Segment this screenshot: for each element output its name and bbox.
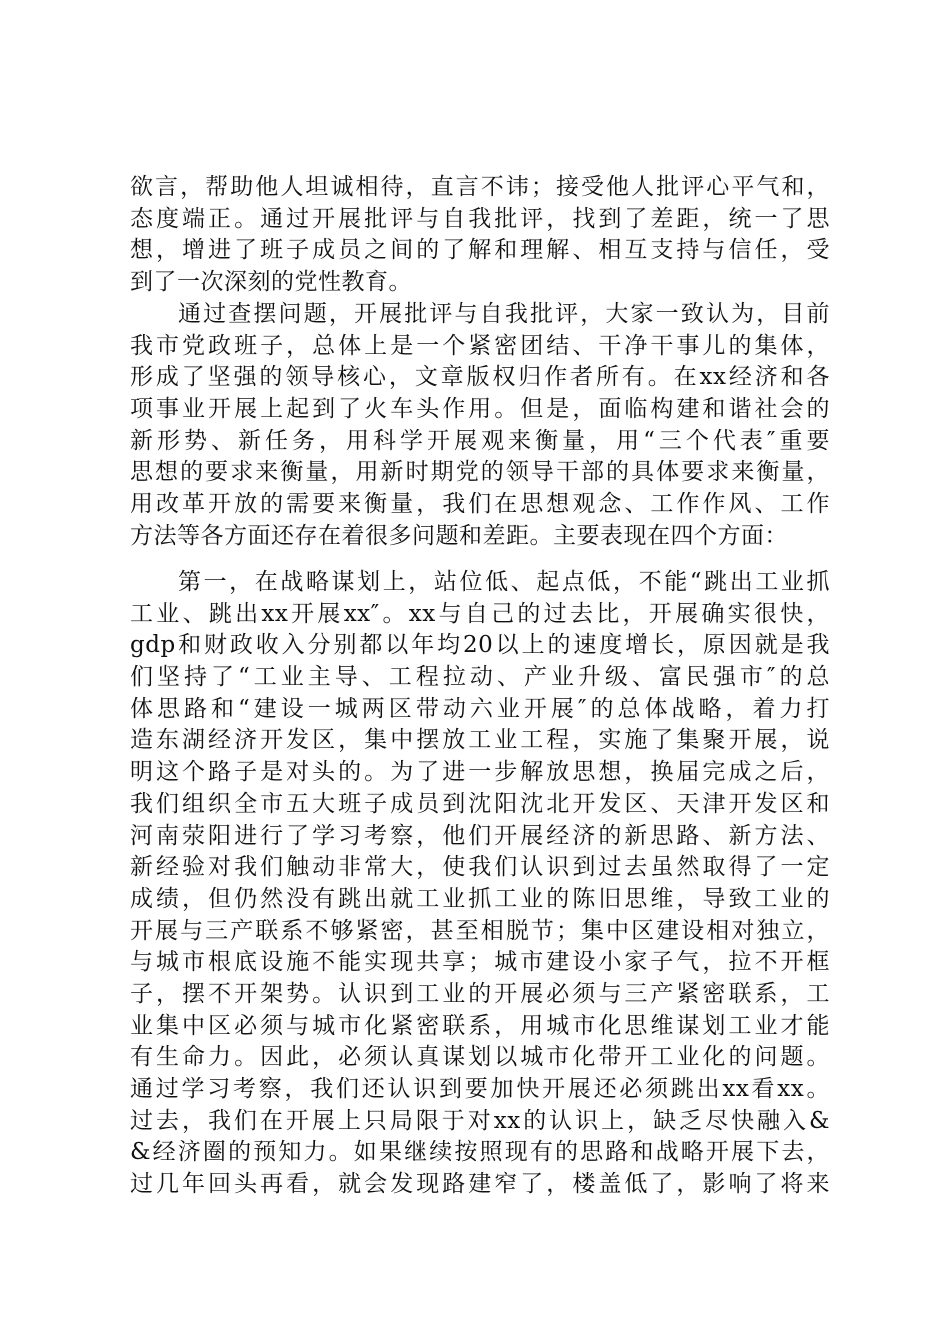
paragraph-line: 思想的要求来衡量，用新时期党的领导干部的具体要求来衡量， [130,459,830,486]
paragraph-line: 明这个路子是对头的。为了进一步解放思想，换届完成之后， [130,759,830,786]
paragraph-line: 想，增进了班子成员之间的了解和理解、相互支持与信任，受 [130,237,830,264]
paragraph-line: 过几年回头再看，就会发现路建窄了，楼盖低了，影响了将来 [130,1171,830,1198]
paragraph-line: 形成了坚强的领导核心，文章版权归作者所有。在xx经济和各 [130,364,830,391]
paragraph-line: 有生命力。因此，必须认真谋划以城市化带开工业化的问题。 [130,1044,830,1071]
paragraph-line: 项事业开展上起到了火车头作用。但是，面临构建和谐社会的 [130,396,830,423]
paragraph-line: 子，摆不开架势。认识到工业的开展必须与三产紧密联系，工 [130,980,830,1007]
paragraph-line: 成绩，但仍然没有跳出就工业抓工业的陈旧思维，导致工业的 [130,885,830,912]
paragraph-line: 造东湖经济开发区，集中摆放工业工程，实施了集聚开展，说 [130,727,830,754]
paragraph-line: &经济圈的预知力。如果继续按照现有的思路和战略开展下去， [130,1139,830,1166]
paragraph-line: 方法等各方面还存在着很多问题和差距。主要表现在四个方面： [130,522,788,549]
paragraph-line: 新形势、新任务，用科学开展观来衡量，用“三个代表″重要 [130,427,830,454]
paragraph-line: 业集中区必须与城市化紧密联系，用城市化思维谋划工业才能 [130,1012,830,1039]
paragraph-line: 河南荥阳进行了学习考察，他们开展经济的新思路、新方法、 [130,822,830,849]
paragraph-line: 用改革开放的需要来衡量，我们在思想观念、工作作风、工作 [130,491,830,518]
paragraph-line: 们坚持了“工业主导、工程拉动、产业升级、富民强市″的总 [130,664,830,691]
paragraph-line: 欲言，帮助他人坦诚相待，直言不讳；接受他人批评心平气和， [130,174,830,200]
paragraph-line: 到了一次深刻的党性教育。 [130,269,412,296]
paragraph-1 [130,172,830,299]
paragraph-line: 新经验对我们触动非常大，使我们认识到过去虽然取得了一定 [130,854,830,881]
paragraph-line: 态度端正。通过开展批评与自我批评，找到了差距，统一了思 [130,205,830,232]
paragraph-line: 通过学习考察，我们还认识到要加快开展还必须跳出xx看xx。 [130,1076,830,1102]
paragraph-line: 开展与三产联系不够紧密，甚至相脱节；集中区建设相对独立， [130,917,830,944]
paragraph-2 [130,299,830,553]
paragraph-line: 我们组织全市五大班子成员到沈阳沈北开发区、天津开发区和 [130,790,830,817]
paragraph-line: 过去，我们在开展上只局限于对xx的认识上，缺乏尽快融入& [130,1107,830,1134]
paragraph-3 [130,567,830,1201]
paragraph-line: 体思路和“建设一城两区带动六业开展″的总体战略，着力打 [130,695,830,722]
paragraph-line: 我市党政班子，总体上是一个紧密团结、干净干事儿的集体， [130,332,830,359]
paragraph-line: 通过查摆问题，开展批评与自我批评，大家一致认为，目前 [178,301,830,327]
paragraph-line: 工业、跳出xx开展xx″。xx与自己的过去比，开展确实很快， [130,600,830,627]
paragraph-line: 第一，在战略谋划上，站位低、起点低，不能“跳出工业抓 [178,569,830,595]
paragraph-line: 与城市根底设施不能实现共享；城市建设小家子气，拉不开框 [130,949,830,976]
paragraph-line: gdp和财政收入分别都以年均20以上的速度增长，原因就是我 [130,632,830,659]
